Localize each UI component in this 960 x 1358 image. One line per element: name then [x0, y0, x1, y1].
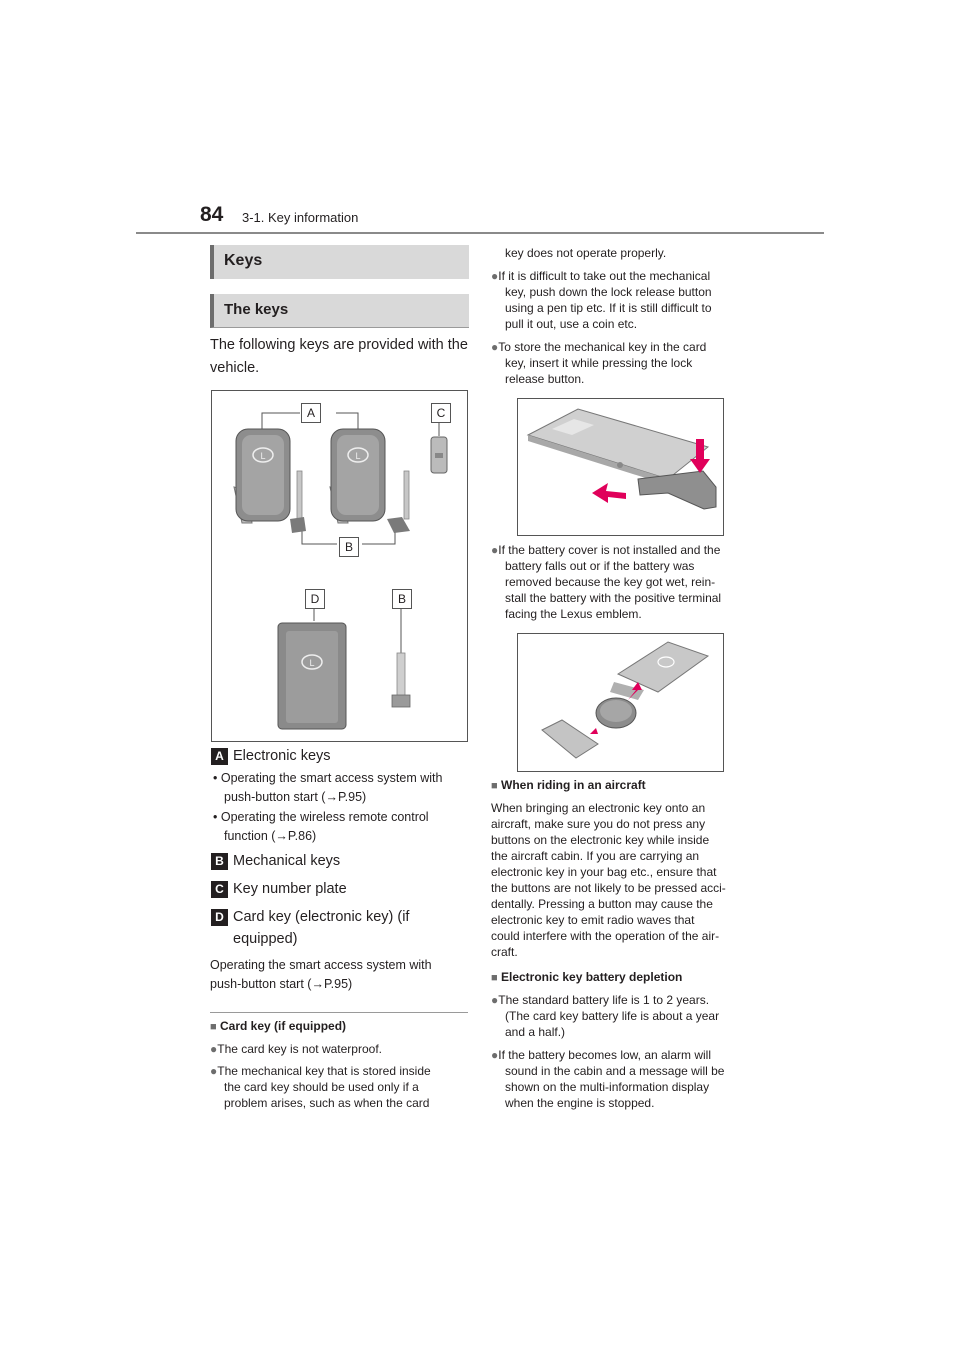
aircraft-line-7: dentally. Pressing a button may cause the: [491, 897, 713, 911]
battery-point-1: [491, 992, 709, 1008]
right-point-5-line5: facing the Lexus emblem.: [505, 607, 642, 621]
keys-illustration-svg: [212, 391, 467, 741]
right-point-5-line2: battery falls out or if the battery was: [505, 559, 695, 573]
battery-point-1-line1: The standard battery life is 1 to 2 years.: [498, 993, 710, 1007]
aircraft-line-1: When bringing an electronic key onto an: [491, 801, 706, 815]
legend-a-bullet-1: • Operating the smart access system with: [213, 771, 443, 785]
section-heading-the-keys-text: The keys: [224, 301, 289, 318]
aircraft-line-6: the buttons are not likely to be pressed acci-: [491, 881, 726, 895]
right-point-5-line3: removed because the key got wet, rein-: [505, 575, 716, 589]
figure-letter-b-bottom: B: [392, 589, 412, 609]
card-key-heading: [210, 1019, 346, 1033]
legend-label-b: Mechanical keys: [233, 853, 341, 869]
circle-bullet-icon: ●: [491, 543, 499, 557]
aircraft-line-10: craft.: [491, 945, 518, 959]
aircraft-line-4: the aircraft cabin. If you are carrying an: [491, 849, 700, 863]
figure-letter-d: D: [305, 589, 325, 609]
aircraft-heading: [491, 778, 646, 792]
square-bullet-icon: ■: [491, 972, 498, 984]
legend-badge-b: B: [211, 853, 228, 870]
legend-a-bullet-1b: push-button start (→P.95): [224, 790, 367, 804]
store-mechanical-key-illustration: [517, 398, 724, 536]
circle-bullet-icon: ●: [491, 269, 499, 283]
right-point-3-line2: key, push down the lock release button: [505, 285, 712, 299]
section-heading-keys-text: Keys: [224, 252, 263, 269]
right-point-4-line1: To store the mechanical key in the card: [498, 340, 707, 354]
circle-bullet-icon: ●: [491, 993, 499, 1007]
battery-point-2-line3: shown on the multi-information display: [505, 1080, 710, 1094]
battery-point-1-line2: (The card key battery life is about a year: [505, 1009, 720, 1023]
right-point-3-line1: If it is difficult to take out the mechanical: [498, 269, 711, 283]
battery-install-svg: [518, 634, 723, 771]
aircraft-line-9: could interfere with the operation of the air-: [491, 929, 720, 943]
legend-badge-c: C: [211, 881, 228, 898]
card-key-point-2-line2: the card key should be used only if a: [224, 1080, 419, 1094]
aircraft-line-8: electronic key to emit radio waves that: [491, 913, 695, 927]
card-key-point-2-line1: The mechanical key that is stored inside: [217, 1064, 431, 1078]
circle-bullet-icon: ●: [491, 1048, 499, 1062]
right-point-5: [491, 542, 720, 558]
card-key-point-2-line4: key does not operate properly.: [505, 246, 667, 260]
right-point-4-line3: release button.: [505, 372, 585, 386]
chapter-title: 3-1. Key information: [242, 210, 359, 225]
square-bullet-icon: ■: [210, 1021, 217, 1033]
card-key-heading-text: Card key (if equipped): [220, 1019, 347, 1033]
right-point-3-line4: pull it out, use a coin etc.: [505, 317, 638, 331]
aircraft-line-2: aircraft, make sure you do not press any: [491, 817, 706, 831]
svg-text:L: L: [260, 451, 266, 461]
right-point-3: [491, 268, 710, 284]
circle-bullet-icon: ●: [491, 340, 499, 354]
aircraft-line-5: electronic key in your bag etc., ensure that: [491, 865, 717, 879]
mechanical-key-card: [392, 653, 410, 707]
figure-letter-c: C: [431, 403, 451, 423]
right-point-5-line4: stall the battery with the positive terminal: [505, 591, 722, 605]
legend-label-d: Card key (electronic key) (if: [233, 909, 410, 925]
store-mechanical-key-svg: [518, 399, 723, 535]
right-point-4-line2: key, insert it while pressing the lock: [505, 356, 693, 370]
keys-illustration: [211, 390, 468, 742]
card-key: [278, 623, 346, 729]
card-key-note-line2: push-button start (→P.95): [210, 977, 353, 991]
section-heading-the-keys: [210, 294, 469, 328]
page-number: 84: [200, 203, 224, 226]
section-heading-keys: [210, 245, 469, 279]
electronic-key-1: [234, 429, 306, 533]
key-number-plate: [431, 437, 447, 473]
card-key-point-1: [210, 1041, 382, 1057]
card-key-point-2: [210, 1063, 431, 1079]
card-key-note-line1: Operating the smart access system with: [210, 958, 432, 972]
header-rule: [136, 232, 824, 234]
right-point-3-line3: using a pen tip etc. If it is still difficult to: [505, 301, 712, 315]
battery-point-2: [491, 1047, 711, 1063]
intro-text: The following keys are provided with the vehicle.: [210, 337, 468, 376]
card-key-point-1-text: The card key is not waterproof.: [217, 1042, 382, 1056]
figure-letter-b-top: B: [339, 537, 359, 557]
legend-a-bullet-2: • Operating the wireless remote control: [213, 810, 429, 824]
right-point-4: [491, 339, 706, 355]
battery-point-2-line4: when the engine is stopped.: [505, 1096, 655, 1110]
electronic-key-2: [330, 429, 410, 533]
aircraft-heading-text: When riding in an aircraft: [501, 778, 646, 792]
legend-badge-a: A: [211, 748, 228, 765]
legend-label-c: Key number plate: [233, 881, 347, 897]
battery-heading: [491, 970, 682, 984]
right-point-5-line1: If the battery cover is not installed and the: [498, 543, 721, 557]
legend-a-bullet-2b: function (→P.86): [224, 829, 317, 843]
section-divider: [210, 1012, 468, 1013]
aircraft-line-3: buttons on the electronic key while inside: [491, 833, 710, 847]
square-bullet-icon: ■: [491, 780, 498, 792]
battery-install-illustration: [517, 633, 724, 772]
battery-point-2-line2: sound in the cabin and a message will be: [505, 1064, 725, 1078]
circle-bullet-icon: ●: [210, 1064, 218, 1078]
svg-text:L: L: [309, 658, 315, 668]
battery-point-2-line1: If the battery becomes low, an alarm will: [498, 1048, 712, 1062]
circle-bullet-icon: ●: [210, 1042, 218, 1056]
legend-label-d-line2: equipped): [233, 931, 298, 947]
battery-point-1-line3: and a half.): [505, 1025, 566, 1039]
svg-text:L: L: [355, 451, 361, 461]
battery-heading-text: Electronic key battery depletion: [501, 970, 683, 984]
card-key-point-2-line3: problem arises, such as when the card: [224, 1096, 430, 1110]
legend-label-a: Electronic keys: [233, 748, 331, 764]
legend-badge-d: D: [211, 909, 228, 926]
figure-letter-a: A: [301, 403, 321, 423]
